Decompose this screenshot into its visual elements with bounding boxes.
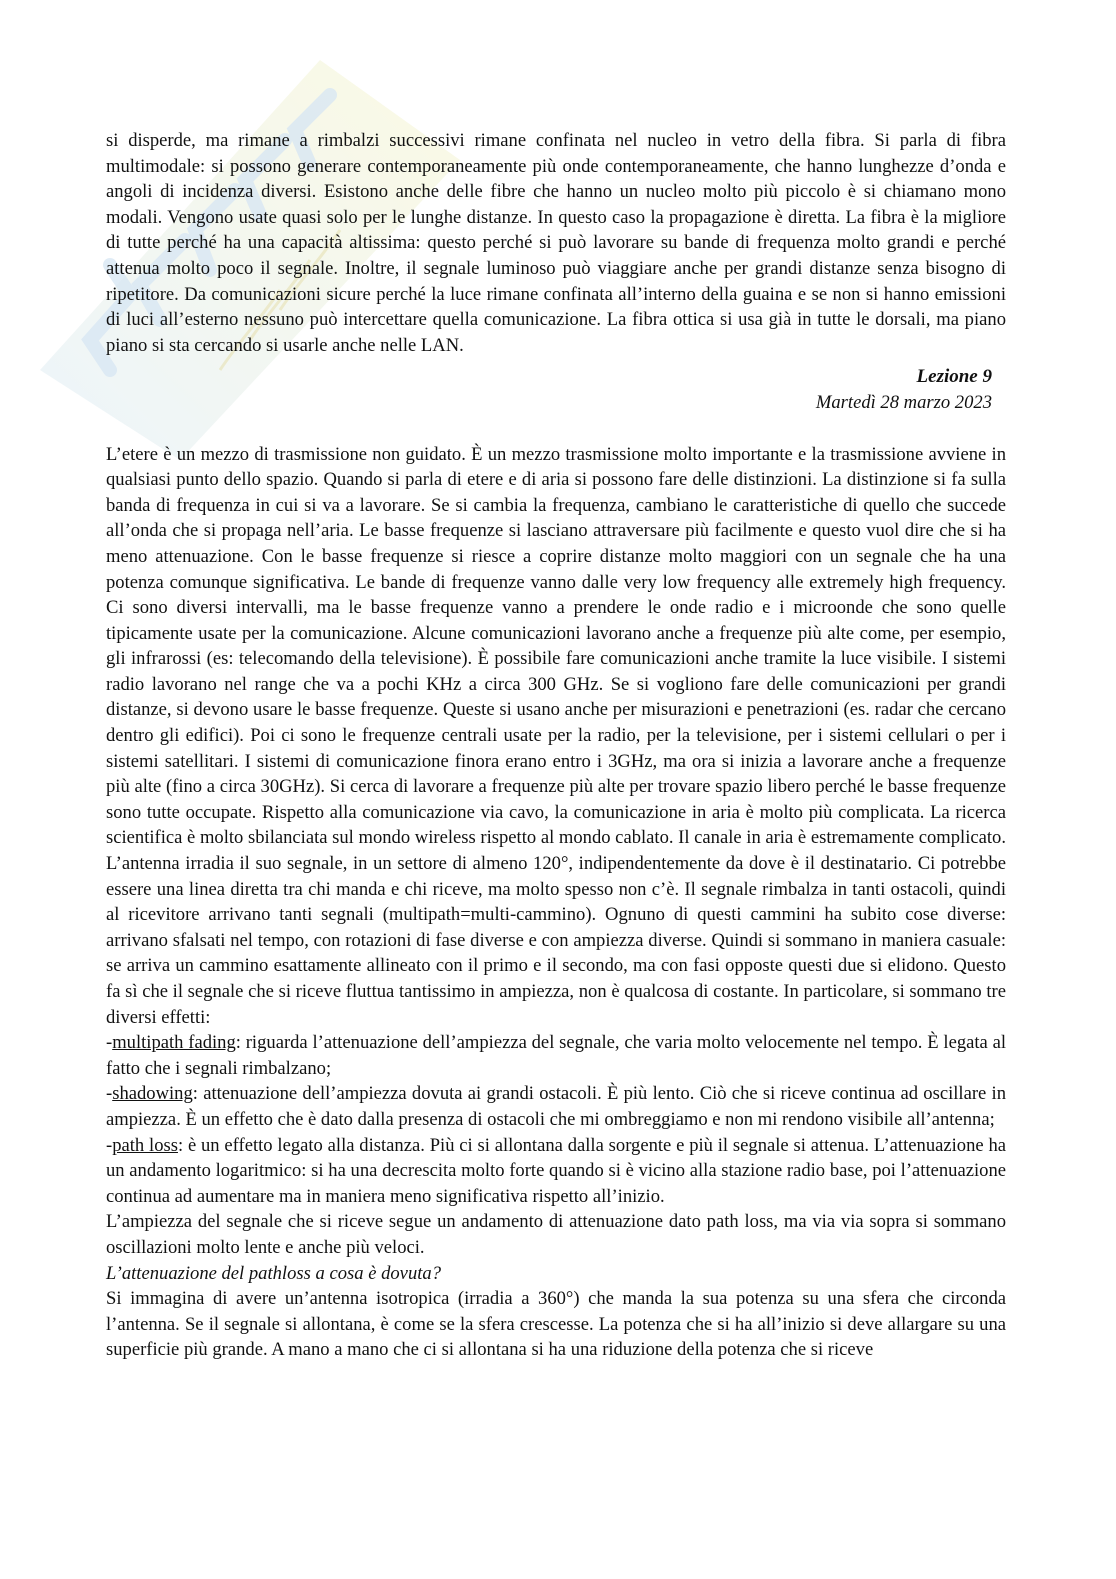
effect-description: : è un effetto legato alla distanza. Più ci si allontana dalla sorgente e più il segnale si attenua. L’attenuazione ha un andamento logaritmico: si ha una decrescita molto forte quando si è vicino alla stazione radio base, poi l’attenuazione continua ad aumentare ma in maniera meno significativa rispetto all’inizio. — [106, 1134, 1006, 1207]
effect-term: shadowing — [112, 1083, 193, 1105]
final-paragraph: Si immagina di avere un’antenna isotropica (irradia a 360°) che manda la sua potenza su una sfera che circonda l’antenna. Se il segnale si allontana, è come se la sfera crescesse. La potenza che si ha all’inizio si deve allargare su una superficie più grande. A mano a mano che ci si allontana si ha una riduzione della potenza che si riceve — [106, 1288, 1006, 1361]
intro-paragraph: si disperde, ma rimane a rimbalzi successivi rimane confinata nel nucleo in vetro della fibra. Si parla di fibra multimodale: si possono generare contemporaneamente più onde contemporaneamente, che hanno lunghezze d’onda e angoli di incidenza diversi. Esistono anche delle fibre che hanno un nucleo molto più piccolo è si chiamano mono modali. Vengono usate quasi solo per le lunghe distanze. In questo caso la propagazione è diretta. La fibra è la migliore di tutte perché ha una capacità altissima: questo perché si può lavorare su bande di frequenza molto grandi e perché attenua molto poco il segnale. Inoltre, il segnale luminoso può viaggiare anche per grandi distanze senza bisogno di ripetitore. Da comunicazioni sicure perché la luce rimane confinata all’interno della guaina e se non si hanno emissioni di luci all’esterno nessuno può intercettare quella comunicazione. La fibra ottica si usa già in tutte le dorsali, ma piano piano si sta cercando si usarle anche nelle LAN. — [106, 130, 1006, 356]
lesson-date: Martedì 28 marzo 2023 — [815, 391, 992, 413]
lesson-header — [106, 364, 1006, 415]
section-spacer — [106, 416, 1006, 442]
effect-term: path loss — [112, 1134, 178, 1156]
effect-description: : attenuazione dell’ampiezza dovuta ai grandi ostacoli. È più lento. Ciò che si riceve continua ad oscillare in ampiezza. È un effetto che è dato dalla presenza di ostacoli che mi ombreggiamo e non mi rendono visibile all’antenna; — [106, 1083, 1006, 1130]
question-heading: L’attenuazione del pathloss a cosa è dovuta? — [106, 1262, 441, 1284]
effect-term: multipath fading — [112, 1032, 236, 1054]
amplitude-paragraph: L’ampiezza del segnale che si riceve segue un andamento di attenuazione dato path loss, ma via via sopra si sommano oscillazioni molto lente e anche più veloci. — [106, 1211, 1006, 1258]
effect-item-shadowing: -shadowing: attenuazione dell’ampiezza dovuta ai grandi ostacoli. È più lento. Ciò che si riceve continua ad oscillare in ampiezza. È un effetto che è dato dalla presenza di ostacoli che mi ombreggiamo e non mi rendono visibile all’antenna; — [106, 1083, 1006, 1130]
main-paragraph: L’etere è un mezzo di trasmissione non guidato. È un mezzo trasmissione molto importante e la trasmissione avviene in qualsiasi punto dello spazio. Quando si parla di etere e di aria si possono fare delle distinzioni. La distinzione si fa sulla banda di frequenza in cui si va a lavorare. Se si cambia la frequenza, cambiano le caratteristiche di quello che succede all’onda che si propaga nell’aria. Le basse frequenze si lasciano attraversare più facilmente e questo vuol dire che si ha meno attenuazione. Con le basse frequenze si riesce a coprire distanze molto maggiori con un segnale che ha una potenza comunque significativa. Le bande di frequenze vanno dalle very low frequency alle extremely high frequency. Ci sono diversi intervalli, ma le basse frequenze vanno a prendere le onde radio e i microonde che sono quelle tipicamente usate per la comunicazione. Alcune comunicazioni lavorano anche a frequenze più alte come, per esempio, gli infrarossi (es: telecomando della televisione). È possibile fare comunicazioni anche tramite la luce visibile. I sistemi radio lavorano nel range che va a pochi KHz a circa 300 GHz. Se si vogliono fare delle comunicazioni per grandi distanze, si devono usare le basse frequenze. Queste si usano anche per misurazioni e penetrazioni (es. radar che cercano dentro gli edifici). Poi ci sono le frequenze centrali usate per la radio, per la televisione, per i sistemi cellulari o per i sistemi satellitari. I sistemi di comunicazione finora erano entro i 3GHz, ma ora si inizia a lavorare anche a frequenze più alte (fino a circa 30GHz). Si cerca di lavorare a frequenze più alte per trovare spazio libero perché le basse frequenze sono tutte occupate. Rispetto alla comunicazione via cavo, la comunicazione in aria è molto più complicata. La ricerca scientifica è molto sbilanciata sul mondo wireless rispetto al mondo cablato. Il canale in aria è estremamente complicato. L’antenna irradia il suo segnale, in un settore di almeno 120°, indipendentemente da dove è il destinatario. Ci potrebbe essere una linea diretta tra chi manda e chi riceve, ma molto spesso non c’è. Il segnale rimbalza in tanti ostacoli, quindi al ricevitore arrivano tanti segnali (multipath=multi-cammino). Ognuno di questi cammini ha subito cose diverse: arrivano sfalsati nel tempo, con rotazioni di fase diverse e con ampiezza diverse. Quindi si sommano in maniera casuale: se arriva un cammino esattamente allineato con il primo e il secondo, ma con fasi opposte questi due si elidono. Questo fa sì che il segnale che si riceve fluttua tantissimo in ampiezza, non è qualcosa di costante. In particolare, si sommano tre diversi effetti: — [106, 443, 1006, 1028]
effect-item-path-loss: -path loss: è un effetto legato alla distanza. Più ci si allontana dalla sorgente e più il segnale si attenua. L’attenuazione ha un andamento logaritmico: si ha una decrescita molto forte quando si è vicino alla stazione radio base, poi l’attenuazione continua ad aumentare ma in maniera meno significativa rispetto all’inizio. — [106, 1134, 1006, 1207]
effect-item-multipath-fading: -multipath fading: riguarda l’attenuazione dell’ampiezza del segnale, che varia molto velocemente nel tempo. È legata al fatto che i segnali rimbalzano; — [106, 1032, 1007, 1079]
document-page — [106, 128, 1006, 1363]
lesson-title: Lezione 9 — [916, 366, 992, 388]
effect-description: : riguarda l’attenuazione dell’ampiezza del segnale, che varia molto velocemente nel tempo. È legata al fatto che i segnali rimbalzano; — [106, 1032, 1007, 1079]
